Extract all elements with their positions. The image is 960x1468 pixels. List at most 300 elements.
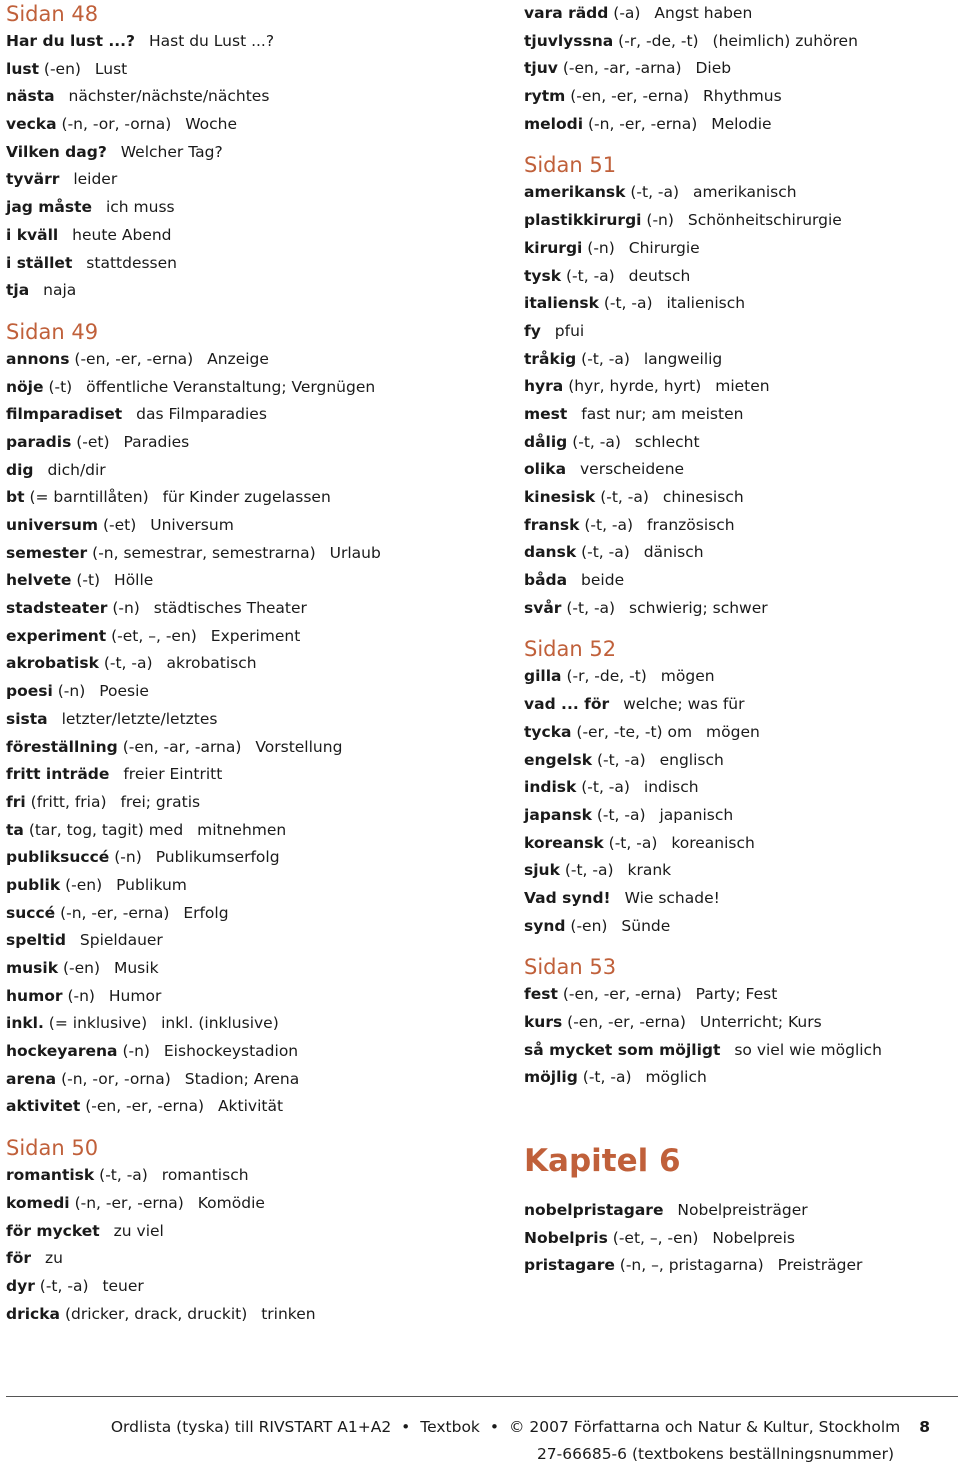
swedish-term: föreställning (6, 737, 118, 756)
swedish-term: nästa (6, 87, 55, 106)
vocab-entry (6, 1218, 506, 1246)
swedish-term: nöje (6, 377, 44, 396)
section-title: Sidan 48 (6, 2, 99, 26)
grammar-forms: (-t, -a) (596, 750, 646, 769)
german-translation: Musik (113, 959, 159, 977)
grammar-forms: (dricker, drack, druckit) (64, 1304, 248, 1323)
vocab-entry (6, 401, 506, 429)
swedish-term: lust (6, 59, 39, 78)
german-translation: Lust (94, 59, 128, 78)
vocab-entry (6, 222, 506, 250)
german-translation: beide (581, 571, 625, 590)
left-column (6, 0, 506, 1328)
german-translation: Aktivität (217, 1097, 284, 1116)
swedish-term: tysk (524, 266, 562, 285)
german-translation: frei; gratis (120, 792, 201, 811)
vocab-entry (6, 595, 506, 623)
footer-title: Ordlista (tyska) till RIVSTART A1+A2 (110, 1418, 392, 1436)
swedish-term: filmparadiset (6, 405, 123, 424)
swedish-term: publik (6, 875, 61, 894)
section-title: Sidan 51 (524, 153, 617, 178)
grammar-forms: (-a) (613, 4, 641, 22)
footer-separator: • (401, 1418, 411, 1436)
grammar-forms: (-t, -a) (630, 183, 680, 202)
german-translation: romantisch (161, 1166, 249, 1185)
grammar-forms: (-n) (67, 986, 95, 1005)
vocab-entry (6, 955, 506, 983)
swedish-term: semester (6, 543, 88, 562)
german-translation: möglich (645, 1068, 707, 1087)
vocab-entry (6, 1190, 506, 1218)
swedish-term: inkl. (6, 1014, 44, 1033)
vocab-entry (524, 1197, 954, 1225)
section-title: Sidan 52 (524, 637, 617, 662)
swedish-term: i kväll (6, 225, 59, 244)
grammar-forms: (-t, -a) (600, 488, 649, 506)
german-translation: Universum (150, 516, 234, 534)
grammar-forms: (-en, -er, -erna) (74, 349, 194, 368)
german-translation: öffentliche Veranstaltung; Vergnügen (86, 377, 376, 396)
swedish-term: dålig (524, 432, 568, 451)
german-translation: naja (43, 281, 77, 300)
grammar-forms: (-et) (103, 516, 137, 534)
swedish-term: sista (6, 709, 48, 728)
swedish-term: Vad synd! (524, 888, 611, 907)
german-translation: (heimlich) zuhören (712, 31, 858, 50)
german-translation: mieten (715, 377, 770, 396)
grammar-forms: (-t, -a) (566, 598, 616, 617)
vocab-entry (524, 111, 954, 139)
swedish-term: speltid (6, 931, 66, 950)
swedish-term: stadsteater (6, 599, 108, 618)
swedish-term: komedi (6, 1193, 70, 1212)
german-translation: zu viel (113, 1221, 164, 1240)
german-translation: Unterricht; Kurs (699, 1013, 822, 1031)
swedish-term: fritt inträde (6, 765, 110, 784)
german-translation: langweilig (643, 349, 723, 368)
swedish-term: tjuv (524, 59, 558, 78)
vocab-entry (524, 885, 954, 913)
swedish-term: vecka (6, 115, 57, 134)
grammar-forms: (-n) (112, 599, 140, 618)
vocab-entry (6, 277, 506, 305)
grammar-forms: (-t, -a) (584, 515, 634, 534)
german-translation: englisch (659, 750, 724, 769)
vocab-entry (6, 111, 506, 139)
vocab-entry (524, 484, 954, 512)
swedish-term: möjlig (524, 1068, 578, 1087)
german-translation: Angst haben (654, 4, 753, 22)
german-translation: pfui (554, 321, 585, 340)
footer-isbn: 27-66685-6 (textbokens beställningsnummer) (536, 1445, 894, 1463)
vocab-entry (524, 0, 954, 28)
swedish-term: engelsk (524, 750, 593, 769)
grammar-forms: (-en) (62, 959, 101, 977)
swedish-term: experiment (6, 626, 107, 645)
swedish-term: indisk (524, 778, 577, 797)
vocab-entry (524, 512, 954, 540)
german-translation: leider (73, 170, 118, 189)
vocab-entry (6, 706, 506, 734)
german-translation: deutsch (628, 266, 691, 285)
vocab-entry (524, 429, 954, 457)
swedish-term: paradis (6, 432, 72, 451)
swedish-term: synd (524, 916, 566, 935)
swedish-term: sjuk (524, 861, 560, 880)
german-translation: trinken (261, 1304, 316, 1323)
swedish-term: för mycket (6, 1221, 100, 1240)
grammar-forms: (-r, -de, -t) (566, 667, 647, 686)
right-column (524, 0, 954, 1280)
grammar-forms: (-et, –, -en) (612, 1228, 699, 1247)
german-translation: das Filmparadies (136, 405, 267, 424)
vocab-entry (524, 1225, 954, 1253)
german-translation: französisch (647, 515, 735, 534)
footer-textbook: Textbok (420, 1418, 480, 1436)
swedish-term: tjuvlyssna (524, 31, 614, 50)
grammar-forms: (-en) (43, 59, 81, 78)
grammar-forms: (-n, semestrar, semestrarna) (92, 543, 316, 562)
german-translation: Chirurgie (628, 238, 700, 257)
german-translation: freier Eintritt (123, 765, 223, 784)
vocab-entry (6, 346, 506, 374)
swedish-term: kurs (524, 1013, 563, 1031)
grammar-forms: (= barntillåten) (29, 488, 149, 507)
german-translation: Poesie (99, 682, 149, 701)
german-translation: Sünde (621, 916, 671, 935)
vocab-entry (524, 774, 954, 802)
swedish-term: aktivitet (6, 1097, 81, 1116)
grammar-forms: (-t, -a) (572, 432, 621, 451)
grammar-forms: (-en, -er, -erna) (570, 87, 690, 106)
swedish-term: arena (6, 1069, 57, 1088)
grammar-forms: (-en, -ar, -arna) (122, 737, 242, 756)
vocab-entry (524, 55, 954, 83)
grammar-forms: (-n) (114, 848, 142, 867)
grammar-forms: (-en, -er, -erna) (562, 985, 682, 1004)
grammar-forms: (-n) (57, 682, 86, 701)
german-translation: Party; Fest (695, 985, 778, 1004)
swedish-term: kinesisk (524, 488, 596, 506)
german-translation: chinesisch (662, 488, 744, 506)
german-translation: Preisträger (777, 1256, 863, 1275)
swedish-term: ta (6, 820, 24, 839)
vocab-entry (6, 817, 506, 845)
vocab-entry (6, 1010, 506, 1038)
german-translation: Publikum (116, 875, 187, 894)
swedish-term: succé (6, 903, 56, 922)
footer-copyright: © 2007 Författarna och Natur & Kultur, Stockholm (508, 1418, 901, 1436)
swedish-term: universum (6, 516, 99, 534)
swedish-term: svår (524, 598, 562, 617)
vocab-entry (524, 207, 954, 235)
german-translation: indisch (643, 778, 699, 797)
grammar-forms: (-t, -a) (103, 654, 153, 673)
vocab-entry (6, 484, 506, 512)
vocab-entry (524, 1009, 954, 1037)
german-translation: inkl. (inklusive) (161, 1014, 279, 1033)
grammar-forms: (-t, -a) (581, 543, 630, 562)
grammar-forms: (-t, -a) (596, 805, 646, 824)
vocab-entry (6, 927, 506, 955)
german-translation: Eishockeystadion (163, 1042, 299, 1061)
swedish-term: kirurgi (524, 238, 583, 257)
german-translation: Rhythmus (703, 87, 782, 106)
grammar-forms: (-n) (646, 211, 674, 230)
german-translation: Humor (108, 986, 162, 1005)
grammar-forms: (-n, -or, -orna) (61, 115, 172, 134)
vocab-entry (6, 457, 506, 485)
vocab-entry (6, 512, 506, 540)
german-translation: Paradies (123, 432, 190, 451)
vocab-entry (524, 28, 954, 56)
vocab-entry (524, 595, 954, 623)
grammar-forms: (-er, -te, -t) om (576, 722, 693, 741)
vocab-entry (524, 1037, 954, 1065)
german-translation: Nobelpreisträger (677, 1201, 808, 1220)
german-translation: Publikumserfolg (155, 848, 280, 867)
grammar-forms: (-et) (76, 432, 110, 451)
swedish-term: vara rädd (524, 4, 609, 22)
german-translation: verscheidene (579, 460, 685, 479)
vocab-entry (6, 166, 506, 194)
vocab-entry (6, 1038, 506, 1066)
grammar-forms: (-t, -a) (39, 1276, 89, 1295)
german-translation: Spieldauer (79, 931, 163, 950)
vocab-entry (524, 346, 954, 374)
grammar-forms: (-t, -a) (566, 266, 615, 285)
vocab-entry (524, 456, 954, 484)
german-translation: mitnehmen (197, 820, 287, 839)
swedish-term: romantisk (6, 1166, 95, 1185)
german-translation: Wie schade! (624, 888, 720, 907)
swedish-term: fy (524, 321, 541, 340)
swedish-term: italiensk (524, 294, 599, 313)
grammar-forms: (-t) (48, 377, 73, 396)
swedish-term: musik (6, 959, 59, 977)
vocab-entry (6, 734, 506, 762)
german-translation: nächster/nächste/nächtes (68, 87, 270, 106)
german-translation: Experiment (210, 626, 301, 645)
swedish-term: fransk (524, 515, 580, 534)
german-translation: Melodie (711, 114, 772, 133)
grammar-forms: (-en) (65, 875, 103, 894)
vocab-entry (524, 802, 954, 830)
swedish-term: melodi (524, 114, 584, 133)
vocab-entry (524, 747, 954, 775)
vocab-entry (6, 983, 506, 1011)
vocab-entry (524, 318, 954, 346)
german-translation: so viel wie möglich (734, 1040, 882, 1059)
vocab-entry (6, 900, 506, 928)
swedish-term: Vilken dag? (6, 142, 107, 161)
vocab-entry (6, 250, 506, 278)
german-translation: fast nur; am meisten (581, 404, 744, 423)
german-translation: Welcher Tag? (120, 142, 223, 161)
swedish-term: tycka (524, 722, 572, 741)
german-translation: akrobatisch (166, 654, 257, 673)
swedish-term: dyr (6, 1276, 35, 1295)
grammar-forms: (-r, -de, -t) (618, 31, 699, 50)
grammar-forms: (= inklusive) (48, 1014, 148, 1033)
swedish-term: hyra (524, 377, 564, 396)
german-translation: amerikanisch (693, 183, 797, 202)
vocab-entry (524, 83, 954, 111)
swedish-term: i stället (6, 253, 73, 272)
swedish-term: mest (524, 404, 568, 423)
grammar-forms: (-n) (122, 1042, 150, 1061)
german-translation: Anzeige (207, 349, 269, 368)
vocab-entry (524, 1252, 954, 1280)
vocab-entry (6, 567, 506, 595)
german-translation: Hast du Lust ...? (148, 32, 275, 50)
swedish-term: olika (524, 460, 567, 479)
grammar-forms: (hyr, hyrde, hyrt) (568, 377, 702, 396)
vocab-entry (6, 1066, 506, 1094)
vocab-entry (524, 539, 954, 567)
footer-line-1 (111, 1414, 930, 1441)
swedish-term: nobelpristagare (524, 1201, 664, 1220)
swedish-term: rytm (524, 87, 566, 106)
vocab-entry (6, 761, 506, 789)
grammar-forms: (-n, –, pristagarna) (619, 1256, 764, 1275)
german-translation: Nobelpreis (712, 1228, 795, 1247)
german-translation: Dieb (695, 59, 732, 78)
grammar-forms: (-n, -or, -orna) (61, 1069, 171, 1088)
swedish-term: jag måste (6, 198, 93, 217)
grammar-forms: (-en) (570, 916, 608, 935)
german-translation: Erfolg (183, 903, 229, 922)
german-translation: zu (44, 1249, 63, 1268)
footer (111, 1414, 930, 1468)
section-title: Sidan 53 (524, 955, 617, 980)
footer-separator: • (489, 1418, 500, 1436)
swedish-term: bt (6, 488, 25, 507)
vocab-entry (6, 56, 506, 84)
grammar-forms: (-t, -a) (99, 1166, 148, 1185)
vocab-entry (6, 650, 506, 678)
vocab-entry (524, 857, 954, 885)
swedish-term: vad ... för (524, 695, 610, 714)
swedish-term: koreansk (524, 833, 604, 852)
vocab-entry (524, 179, 954, 207)
vocab-entry (6, 1245, 506, 1273)
vocab-entry (524, 235, 954, 263)
german-translation: für Kinder zugelassen (162, 488, 331, 507)
grammar-forms: (-en, -er, -erna) (85, 1097, 204, 1116)
swedish-term: tja (6, 281, 30, 300)
grammar-forms: (-n, -er, -erna) (587, 114, 698, 133)
vocab-entry (6, 1273, 506, 1301)
section-title: Sidan 50 (6, 1136, 99, 1161)
swedish-term: japansk (524, 805, 592, 824)
vocab-entry (6, 374, 506, 402)
swedish-term: fest (524, 985, 558, 1004)
grammar-forms: (-t, -a) (581, 778, 630, 797)
german-translation: Stadion; Arena (184, 1069, 300, 1088)
grammar-forms: (-n, -er, -erna) (74, 1193, 184, 1212)
swedish-term: båda (524, 571, 568, 590)
german-translation: städtisches Theater (153, 599, 307, 618)
vocab-entry (6, 83, 506, 111)
german-translation: heute Abend (72, 225, 172, 244)
swedish-term: för (6, 1249, 32, 1268)
grammar-forms: (-n) (587, 238, 615, 257)
german-translation: dich/dir (47, 460, 106, 479)
grammar-forms: (tar, tog, tagit) med (28, 820, 184, 839)
german-translation: Komödie (197, 1193, 265, 1212)
german-translation: mögen (706, 722, 760, 741)
chapter-title: Kapitel 6 (524, 1143, 681, 1180)
german-translation: Schönheitschirurgie (687, 211, 842, 230)
vocab-entry (6, 872, 506, 900)
vocab-entry (6, 844, 506, 872)
vocab-entry (6, 1093, 506, 1121)
swedish-term: gilla (524, 667, 562, 686)
vocab-entry (6, 678, 506, 706)
swedish-term: Nobelpris (524, 1228, 608, 1247)
german-translation: Hölle (114, 571, 154, 590)
grammar-forms: (-et, –, -en) (111, 626, 197, 645)
vocab-entry (6, 139, 506, 167)
vocab-entry (524, 401, 954, 429)
grammar-forms: (-n, -er, -erna) (60, 903, 170, 922)
grammar-forms: (-t) (76, 571, 101, 590)
swedish-term: publiksuccé (6, 848, 110, 867)
german-translation: ich muss (105, 198, 175, 217)
swedish-term: dricka (6, 1304, 61, 1323)
german-translation: Vorstellung (255, 737, 343, 756)
german-translation: koreanisch (671, 833, 755, 852)
footer-divider (6, 1396, 958, 1397)
grammar-forms: (-t, -a) (608, 833, 658, 852)
german-translation: mögen (660, 667, 715, 686)
german-translation: teuer (102, 1276, 144, 1295)
vocab-entry (6, 28, 506, 56)
german-translation: krank (627, 861, 672, 880)
swedish-term: plastikkirurgi (524, 211, 642, 230)
page-number: 8 (919, 1418, 930, 1436)
vocab-entry (524, 719, 954, 747)
swedish-term: Har du lust ...? (6, 32, 136, 50)
german-translation: Woche (185, 115, 237, 134)
german-translation: Urlaub (329, 543, 381, 562)
swedish-term: humor (6, 986, 63, 1005)
swedish-term: annons (6, 349, 70, 368)
swedish-term: poesi (6, 682, 53, 701)
vocab-entry (524, 913, 954, 941)
vocab-entry (524, 567, 954, 595)
swedish-term: helvete (6, 571, 72, 590)
vocab-entry (524, 663, 954, 691)
swedish-term: amerikansk (524, 183, 626, 202)
vocab-entry (524, 290, 954, 318)
vocab-entry (6, 1162, 506, 1190)
vocab-entry (6, 789, 506, 817)
german-translation: schwierig; schwer (629, 598, 768, 617)
vocab-entry (524, 691, 954, 719)
grammar-forms: (-en, -er, -erna) (567, 1013, 686, 1031)
grammar-forms: (-t, -a) (564, 861, 614, 880)
vocab-entry (6, 194, 506, 222)
section-title: Sidan 49 (6, 319, 99, 344)
swedish-term: så mycket som möjligt (524, 1040, 721, 1059)
swedish-term: dig (6, 460, 34, 479)
german-translation: italienisch (666, 294, 746, 313)
swedish-term: pristagare (524, 1256, 615, 1275)
vocab-entry (6, 540, 506, 568)
vocab-entry (524, 373, 954, 401)
